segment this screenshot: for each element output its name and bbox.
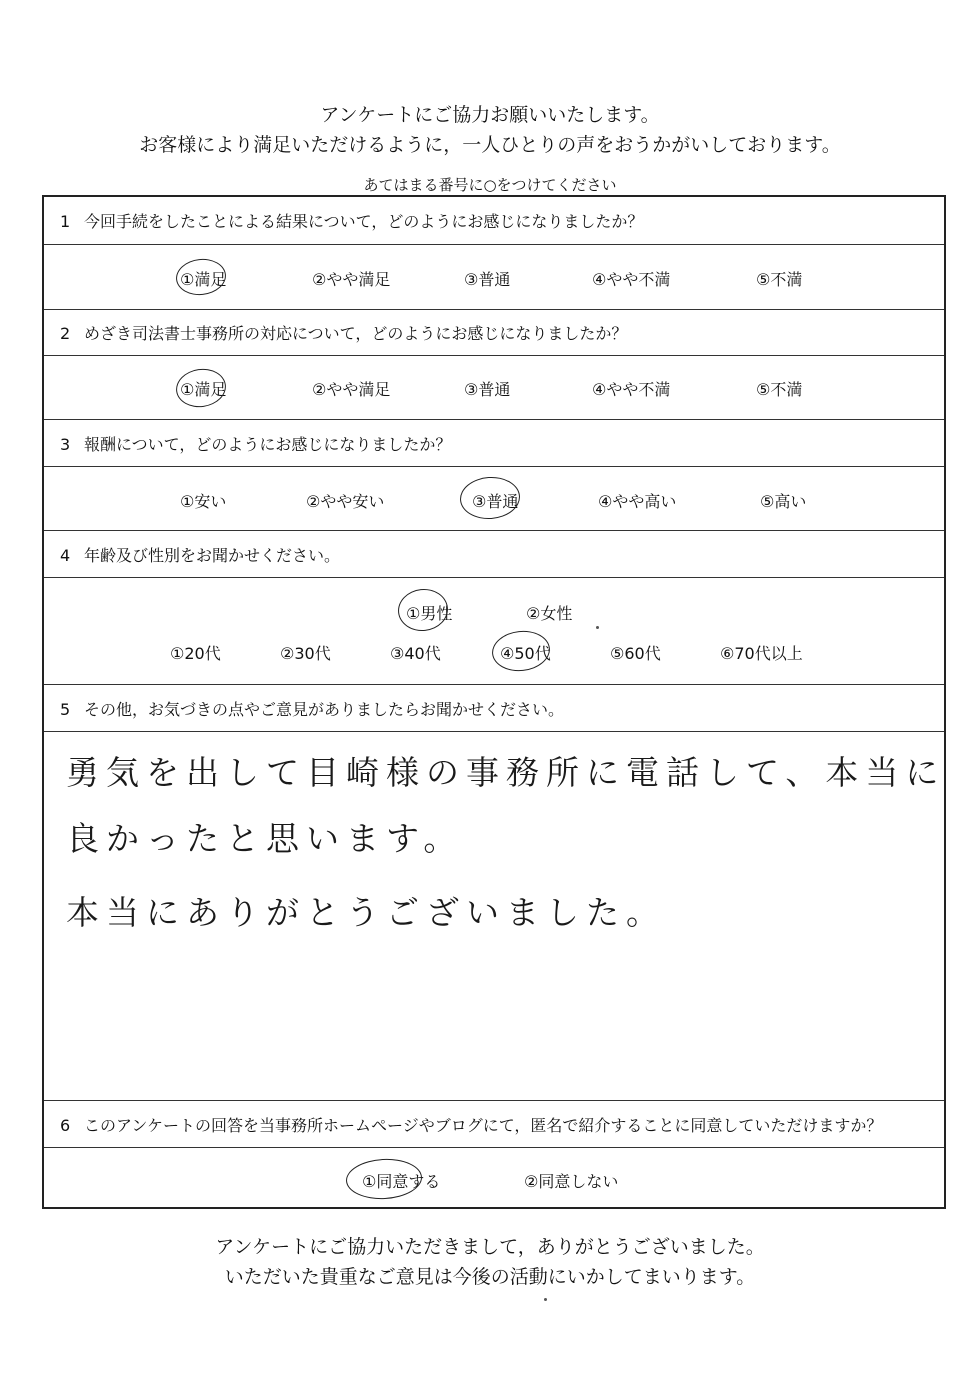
divider xyxy=(44,577,944,578)
stray-mark xyxy=(544,1298,547,1301)
survey-form xyxy=(42,195,946,1209)
age-option-60s[interactable]: ⑤60代 xyxy=(610,644,661,663)
question-text: このアンケートの回答を当事務所ホームページやブログにて，匿名で紹介することに同意していただけますか？ xyxy=(84,1116,883,1135)
q2-option-1[interactable]: ①満足 xyxy=(180,380,227,399)
q1-option-2[interactable]: ②やや満足 xyxy=(312,270,391,289)
question-4 xyxy=(60,543,340,566)
divider xyxy=(44,1100,944,1101)
divider xyxy=(44,419,944,420)
question-number: 6 xyxy=(60,1116,71,1135)
q2-option-3[interactable]: ③普通 xyxy=(464,380,511,399)
age-option-30s[interactable]: ②30代 xyxy=(280,644,331,663)
q2-option-2[interactable]: ②やや満足 xyxy=(312,380,391,399)
q1-option-5[interactable]: ⑤不満 xyxy=(756,270,803,289)
selection-circle-mark xyxy=(396,587,453,634)
question-1 xyxy=(60,209,643,232)
q3-option-5[interactable]: ⑤高い xyxy=(760,492,807,511)
question-number: 4 xyxy=(60,546,71,565)
divider xyxy=(44,731,944,732)
divider xyxy=(44,466,944,467)
thank-you-text: アンケートにご協力いただきまして，ありがとうございました。 xyxy=(215,1236,765,1258)
q3-option-2[interactable]: ②やや安い xyxy=(306,492,385,511)
question-number: 5 xyxy=(60,700,71,719)
age-option-70s-plus[interactable]: ⑥70代以上 xyxy=(720,644,803,663)
survey-purpose-text: お客様により満足いただけるように，一人ひとりの声をおうかがいしております。 xyxy=(139,134,841,156)
question-text: その他，お気づきの点やご意見がありましたらお聞かせください。 xyxy=(84,700,565,719)
stray-mark xyxy=(596,626,599,629)
q3-option-1[interactable]: ①安い xyxy=(180,492,227,511)
q1-option-4[interactable]: ④やや不満 xyxy=(592,270,671,289)
q1-option-1[interactable]: ①満足 xyxy=(180,270,227,289)
question-6 xyxy=(60,1113,882,1136)
q2-option-5[interactable]: ⑤不満 xyxy=(756,380,803,399)
divider xyxy=(44,1147,944,1148)
age-option-20s[interactable]: ①20代 xyxy=(170,644,221,663)
handwritten-comment-line: 本当にありがとうございました。 xyxy=(66,893,666,932)
question-text: 報酬について，どのようにお感じになりましたか？ xyxy=(84,435,452,454)
question-text: 年齢及び性別をお聞かせください。 xyxy=(84,546,341,565)
selection-circle-mark xyxy=(459,475,522,521)
question-text: めざき司法書士事務所の対応について，どのようにお感じになりましたか？ xyxy=(84,324,628,343)
q3-option-4[interactable]: ④やや高い xyxy=(598,492,677,511)
divider xyxy=(44,530,944,531)
divider xyxy=(44,355,944,356)
age-option-50s[interactable]: ④50代 xyxy=(500,644,551,663)
divider xyxy=(44,684,944,685)
gender-option-male[interactable]: ①男性 xyxy=(406,604,453,623)
q3-option-3[interactable]: ③普通 xyxy=(472,492,519,511)
question-5 xyxy=(60,697,564,720)
closing-text: いただいた貴重なご意見は今後の活動にいかしてまいります。 xyxy=(224,1266,756,1288)
question-number: 2 xyxy=(60,324,71,343)
instruction-text: あてはまる番号に○をつけてください xyxy=(363,176,617,194)
divider xyxy=(44,244,944,245)
q1-option-3[interactable]: ③普通 xyxy=(464,270,511,289)
question-3 xyxy=(60,432,451,455)
q6-option-agree[interactable]: ①同意する xyxy=(362,1172,441,1191)
selection-circle-mark xyxy=(490,628,552,674)
q2-option-4[interactable]: ④やや不満 xyxy=(592,380,671,399)
gender-option-female[interactable]: ②女性 xyxy=(526,604,573,623)
q6-option-disagree[interactable]: ②同意しない xyxy=(524,1172,619,1191)
age-option-40s[interactable]: ③40代 xyxy=(390,644,441,663)
question-2 xyxy=(60,321,627,344)
question-number: 1 xyxy=(60,212,71,231)
question-number: 3 xyxy=(60,435,71,454)
handwritten-comment-line: 勇気を出して目崎様の事務所に電話して、本当に xyxy=(66,753,946,792)
question-text: 今回手続をしたことによる結果について，どのようにお感じになりましたか？ xyxy=(84,212,644,231)
selection-circle-mark xyxy=(174,366,229,411)
survey-request-heading: アンケートにご協力お願いいたします。 xyxy=(320,104,660,126)
selection-circle-mark xyxy=(345,1157,423,1201)
selection-circle-mark xyxy=(174,256,227,297)
divider xyxy=(44,309,944,310)
handwritten-comment-line: 良かったと思います。 xyxy=(66,819,464,858)
